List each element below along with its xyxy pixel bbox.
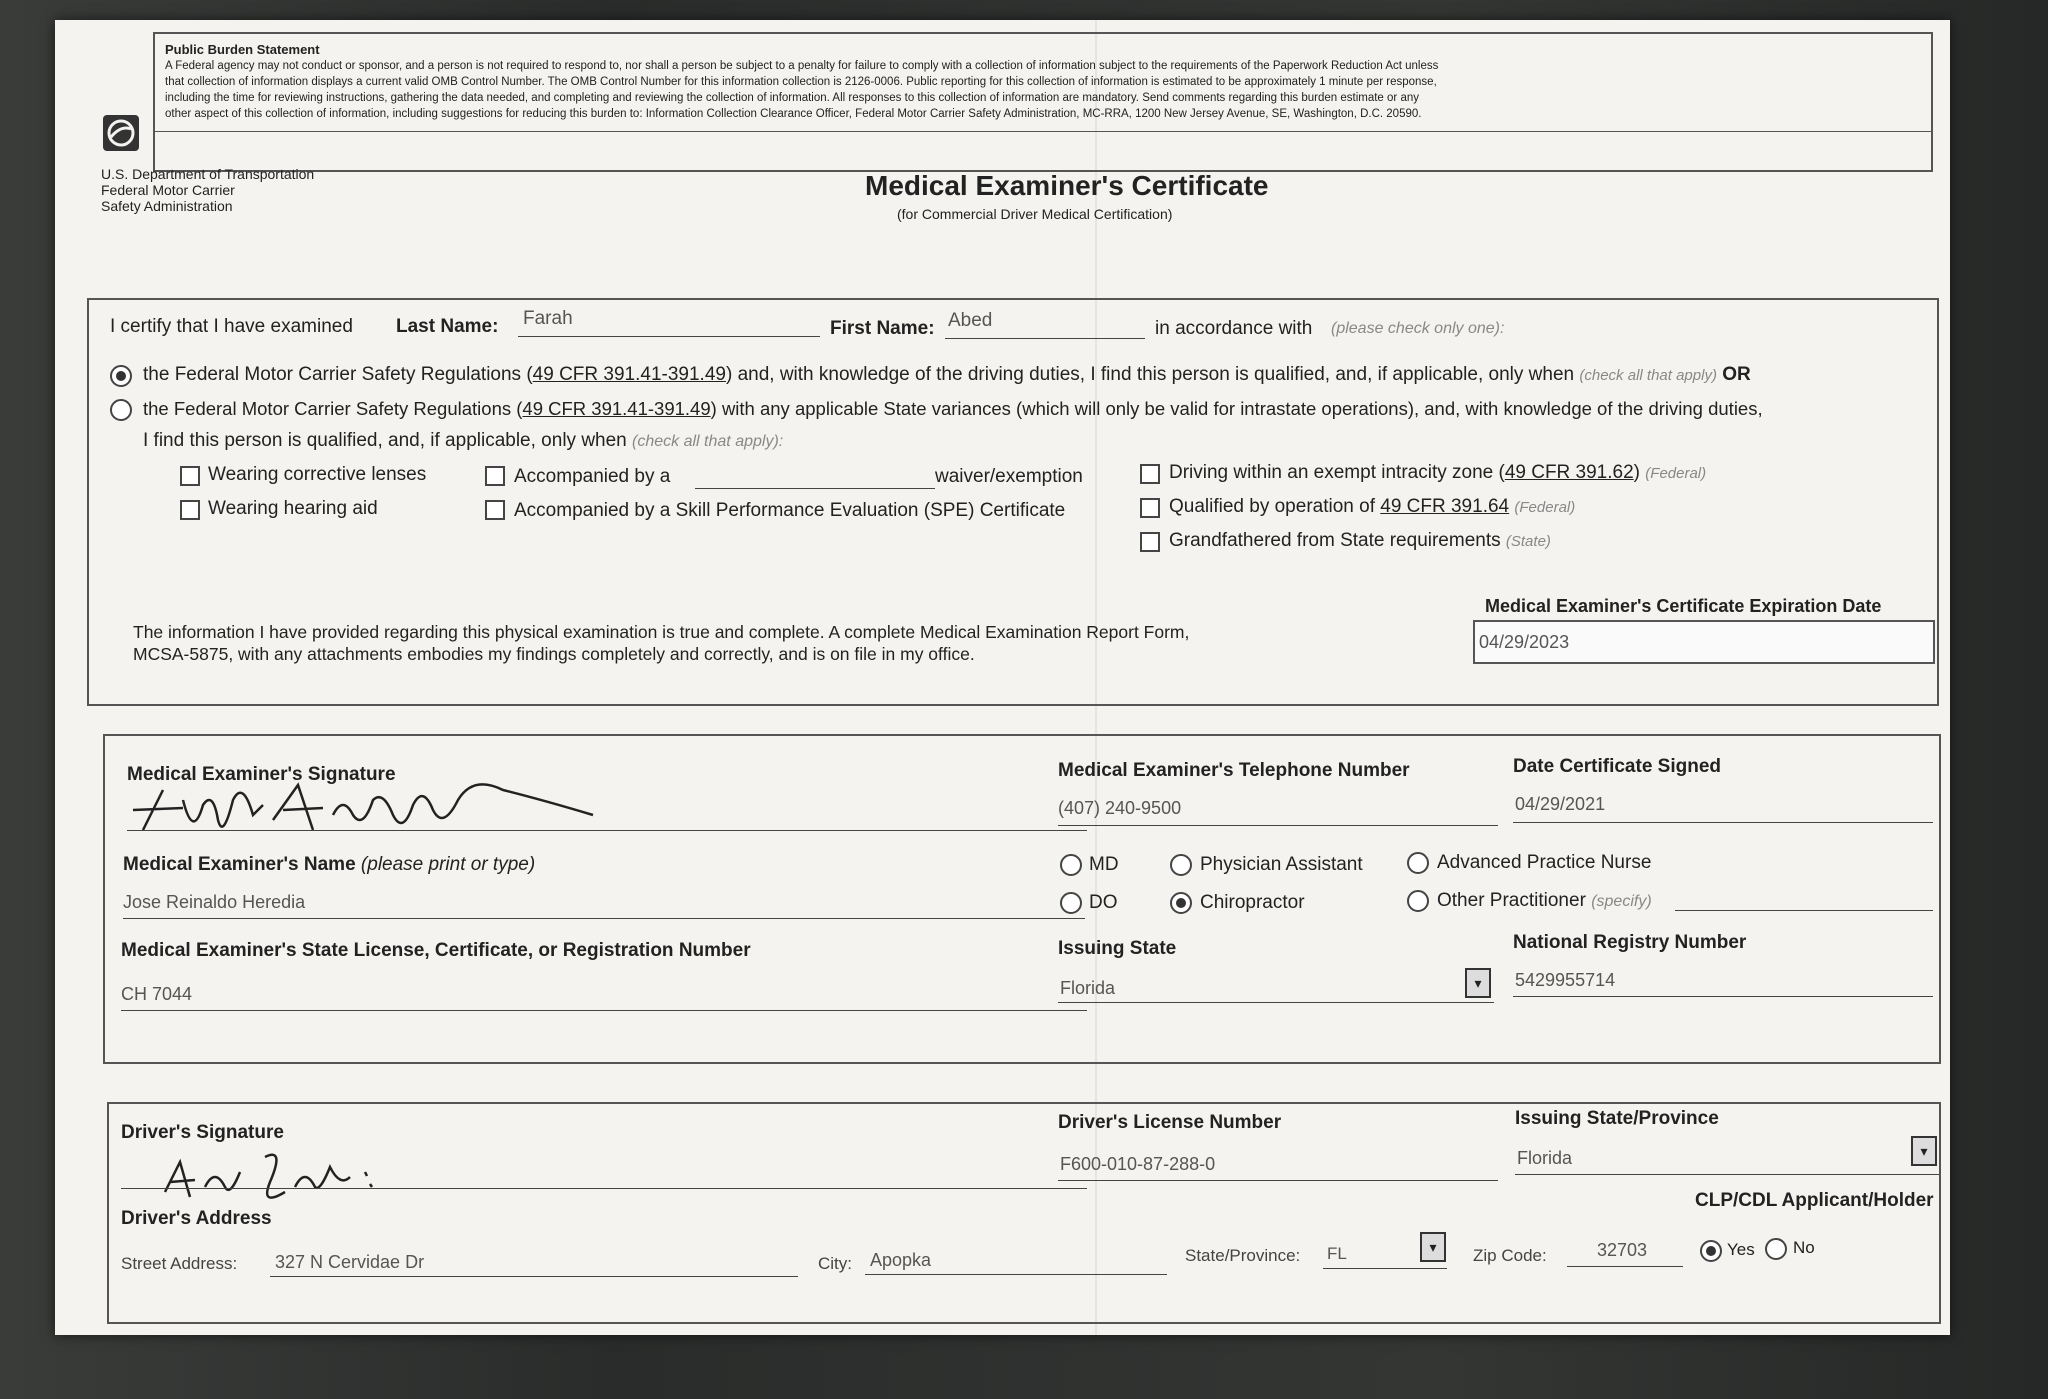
agency-name: Safety Administration bbox=[101, 198, 233, 214]
date-signed-label: Date Certificate Signed bbox=[1513, 756, 1721, 777]
clp-cdl-label: CLP/CDL Applicant/Holder bbox=[1695, 1190, 1934, 1211]
driver-signature-line bbox=[121, 1188, 1087, 1189]
registry-label: National Registry Number bbox=[1513, 932, 1747, 953]
attestation-statement: The information I have provided regarding this physical examination is true and complete. A complete Medical Examination Report Form, bbox=[133, 622, 1190, 642]
examiner-type-do[interactable] bbox=[1060, 892, 1082, 914]
last-name-line bbox=[518, 336, 820, 337]
burden-text-line: including the time for reviewing instructions, gathering the data needed, and completing and reviewing the collection of information. All responses to this collection of information are mandatory. Send comments regarding this burden estimate or any bbox=[165, 92, 1419, 104]
burden-text-line: other aspect of this collection of information, including suggestions for reducing this burden to: Information Collection Clearance Officer, Federal Motor Carrier Safety Administration, MC-RRA, 1200 New Jersey Avenue, SE, Washington, D.C. 20590. bbox=[165, 108, 1422, 120]
last-name-value[interactable]: Farah bbox=[523, 308, 573, 329]
examiner-phone-line bbox=[1058, 825, 1498, 826]
checkbox-intracity-zone[interactable] bbox=[1140, 464, 1160, 484]
type-pa-label: Physician Assistant bbox=[1200, 854, 1363, 875]
examiner-signature-image bbox=[123, 760, 603, 850]
driver-signature-image bbox=[145, 1132, 405, 1212]
regulation-option-state[interactable] bbox=[110, 399, 132, 421]
last-name-label: Last Name: bbox=[396, 316, 499, 337]
option1-text: the Federal Motor Carrier Safety Regulations (49 CFR 391.41-391.49) and, with knowledge of the driving duties, I find this person is qualified, and, if applicable, only when (check all that apply) OR bbox=[143, 364, 1751, 385]
agency-name: Federal Motor Carrier bbox=[101, 182, 235, 198]
burden-text-line: that collection of information displays a current valid OMB Control Number. The OMB Control Number for this information collection is 2126-0006. Public reporting for this collection of information is estimated to be approximately 1 minute per response, bbox=[165, 76, 1437, 88]
spe-label: Accompanied by a Skill Performance Evaluation (SPE) Certificate bbox=[514, 500, 1066, 521]
clp-cdl-yes-radio[interactable] bbox=[1700, 1240, 1722, 1262]
date-signed-line bbox=[1513, 822, 1933, 823]
option2-text-cont: I find this person is qualified, and, if applicable, only when (check all that apply): bbox=[143, 430, 784, 451]
street-value[interactable]: 327 N Cervidae Dr bbox=[275, 1252, 425, 1272]
expiration-date-value: 04/29/2023 bbox=[1479, 632, 1570, 652]
state-value: FL bbox=[1327, 1244, 1347, 1263]
examiner-name-label: Medical Examiner's Name (please print or type) bbox=[123, 854, 536, 875]
waiver-label-b: waiver/exemption bbox=[935, 466, 1083, 487]
hearing-aid-label: Wearing hearing aid bbox=[208, 498, 378, 519]
date-signed-value[interactable]: 04/29/2021 bbox=[1515, 794, 1606, 814]
driver-issuing-line bbox=[1515, 1174, 1939, 1175]
first-name-label: First Name: bbox=[830, 318, 935, 339]
city-label: City: bbox=[818, 1254, 852, 1273]
issuing-state-label: Issuing State bbox=[1058, 938, 1177, 959]
city-value[interactable]: Apopka bbox=[870, 1250, 932, 1270]
page-title: Medical Examiner's Certificate bbox=[865, 170, 1269, 201]
checkbox-grandfathered[interactable] bbox=[1140, 532, 1160, 552]
driver-license-line bbox=[1058, 1180, 1498, 1181]
checkbox-waiver[interactable] bbox=[485, 466, 505, 486]
agency-name: U.S. Department of Transportation bbox=[101, 166, 315, 182]
driver-license-value[interactable]: F600-010-87-288-0 bbox=[1060, 1154, 1216, 1174]
examiner-type-other[interactable] bbox=[1407, 890, 1429, 912]
corrective-lenses-label: Wearing corrective lenses bbox=[208, 464, 427, 485]
type-apn-label: Advanced Practice Nurse bbox=[1437, 852, 1652, 873]
accordance-text: in accordance with bbox=[1155, 318, 1313, 339]
license-line bbox=[121, 1010, 1087, 1011]
check-one-hint: (please check only one): bbox=[1331, 320, 1505, 337]
certificate-paper bbox=[55, 20, 1950, 1335]
expiration-label: Medical Examiner's Certificate Expiration Date bbox=[1485, 596, 1882, 616]
checkbox-hearing-aid[interactable] bbox=[180, 500, 200, 520]
checkbox-spe-certificate[interactable] bbox=[485, 500, 505, 520]
examiner-type-chiropractor[interactable] bbox=[1170, 892, 1192, 914]
option2-text: the Federal Motor Carrier Safety Regulations (49 CFR 391.41-391.49) with any applicable State variances (which will only be valid for intrastate operations), and, with knowledge of the driving duties, bbox=[143, 398, 1763, 419]
checkbox-qualified-391-64[interactable] bbox=[1140, 498, 1160, 518]
issuing-state-dropdown[interactable]: ▾ bbox=[1465, 968, 1491, 998]
examiner-signature-label: Medical Examiner's Signature bbox=[127, 764, 396, 785]
first-name-line bbox=[945, 338, 1145, 339]
issuing-state-line bbox=[1058, 1002, 1494, 1003]
street-line bbox=[270, 1276, 798, 1277]
type-other-label: Other Practitioner (specify) bbox=[1437, 890, 1652, 911]
license-value[interactable]: CH 7044 bbox=[121, 984, 193, 1004]
driver-license-label: Driver's License Number bbox=[1058, 1112, 1282, 1133]
attestation-statement: MCSA-5875, with any attachments embodies my findings completely and correctly, and is on file in my office. bbox=[133, 644, 975, 664]
type-md-label: MD bbox=[1089, 854, 1119, 875]
examiner-name-line bbox=[123, 918, 1085, 919]
zip-value[interactable]: 32703 bbox=[1597, 1240, 1648, 1260]
burden-text-line: A Federal agency may not conduct or sponsor, and a person is not required to respond to, nor shall a person be subject to a penalty for failure to comply with a collection of information subject to the requirements of the Paperwork Reduction Act unless bbox=[165, 60, 1439, 72]
city-line bbox=[865, 1274, 1167, 1275]
waiver-label-a: Accompanied by a bbox=[514, 466, 671, 487]
examiner-type-apn[interactable] bbox=[1407, 852, 1429, 874]
examiner-phone-value[interactable]: (407) 240-9500 bbox=[1058, 798, 1182, 818]
type-chiro-label: Chiropractor bbox=[1200, 892, 1305, 913]
qualified-label: Qualified by operation of 49 CFR 391.64 (Federal) bbox=[1169, 496, 1576, 517]
examiner-type-md[interactable] bbox=[1060, 854, 1082, 876]
driver-signature-label: Driver's Signature bbox=[121, 1122, 284, 1143]
registry-line bbox=[1513, 996, 1933, 997]
examiner-signature-line bbox=[127, 830, 1087, 831]
intracity-label: Driving within an exempt intracity zone (49 CFR 391.62) (Federal) bbox=[1169, 462, 1707, 483]
registry-value[interactable]: 5429955714 bbox=[1515, 970, 1616, 990]
driver-address-label: Driver's Address bbox=[121, 1208, 272, 1229]
driver-issuing-label: Issuing State/Province bbox=[1515, 1108, 1719, 1129]
type-other-line bbox=[1675, 910, 1933, 911]
first-name-value[interactable]: Abed bbox=[948, 310, 993, 331]
examiner-type-pa[interactable] bbox=[1170, 854, 1192, 876]
page-subtitle: (for Commercial Driver Medical Certification) bbox=[897, 206, 1173, 222]
zip-line bbox=[1567, 1266, 1683, 1267]
zip-label: Zip Code: bbox=[1473, 1246, 1547, 1265]
clp-cdl-no-label: No bbox=[1793, 1238, 1815, 1257]
type-do-label: DO bbox=[1089, 892, 1118, 913]
state-line bbox=[1323, 1268, 1447, 1269]
checkbox-corrective-lenses[interactable] bbox=[180, 466, 200, 486]
state-dropdown[interactable]: ▾ bbox=[1420, 1232, 1446, 1262]
waiver-type-line bbox=[695, 488, 935, 489]
driver-issuing-dropdown[interactable]: ▾ bbox=[1911, 1136, 1937, 1166]
clp-cdl-yes-label: Yes bbox=[1727, 1240, 1755, 1259]
clp-cdl-no-radio[interactable] bbox=[1765, 1238, 1787, 1260]
burden-title: Public Burden Statement bbox=[165, 42, 320, 57]
dot-logo-icon bbox=[103, 115, 139, 151]
state-label: State/Province: bbox=[1185, 1246, 1301, 1265]
driver-issuing-value: Florida bbox=[1517, 1148, 1573, 1168]
regulation-option-federal[interactable] bbox=[110, 365, 132, 387]
issuing-state-value: Florida bbox=[1060, 978, 1116, 998]
examiner-phone-label: Medical Examiner's Telephone Number bbox=[1058, 760, 1410, 781]
certify-intro: I certify that I have examined bbox=[110, 316, 353, 337]
grandfathered-label: Grandfathered from State requirements (State) bbox=[1169, 530, 1551, 551]
license-label: Medical Examiner's State License, Certificate, or Registration Number bbox=[121, 940, 751, 961]
street-label: Street Address: bbox=[121, 1254, 238, 1273]
examiner-name-value[interactable]: Jose Reinaldo Heredia bbox=[123, 892, 306, 912]
